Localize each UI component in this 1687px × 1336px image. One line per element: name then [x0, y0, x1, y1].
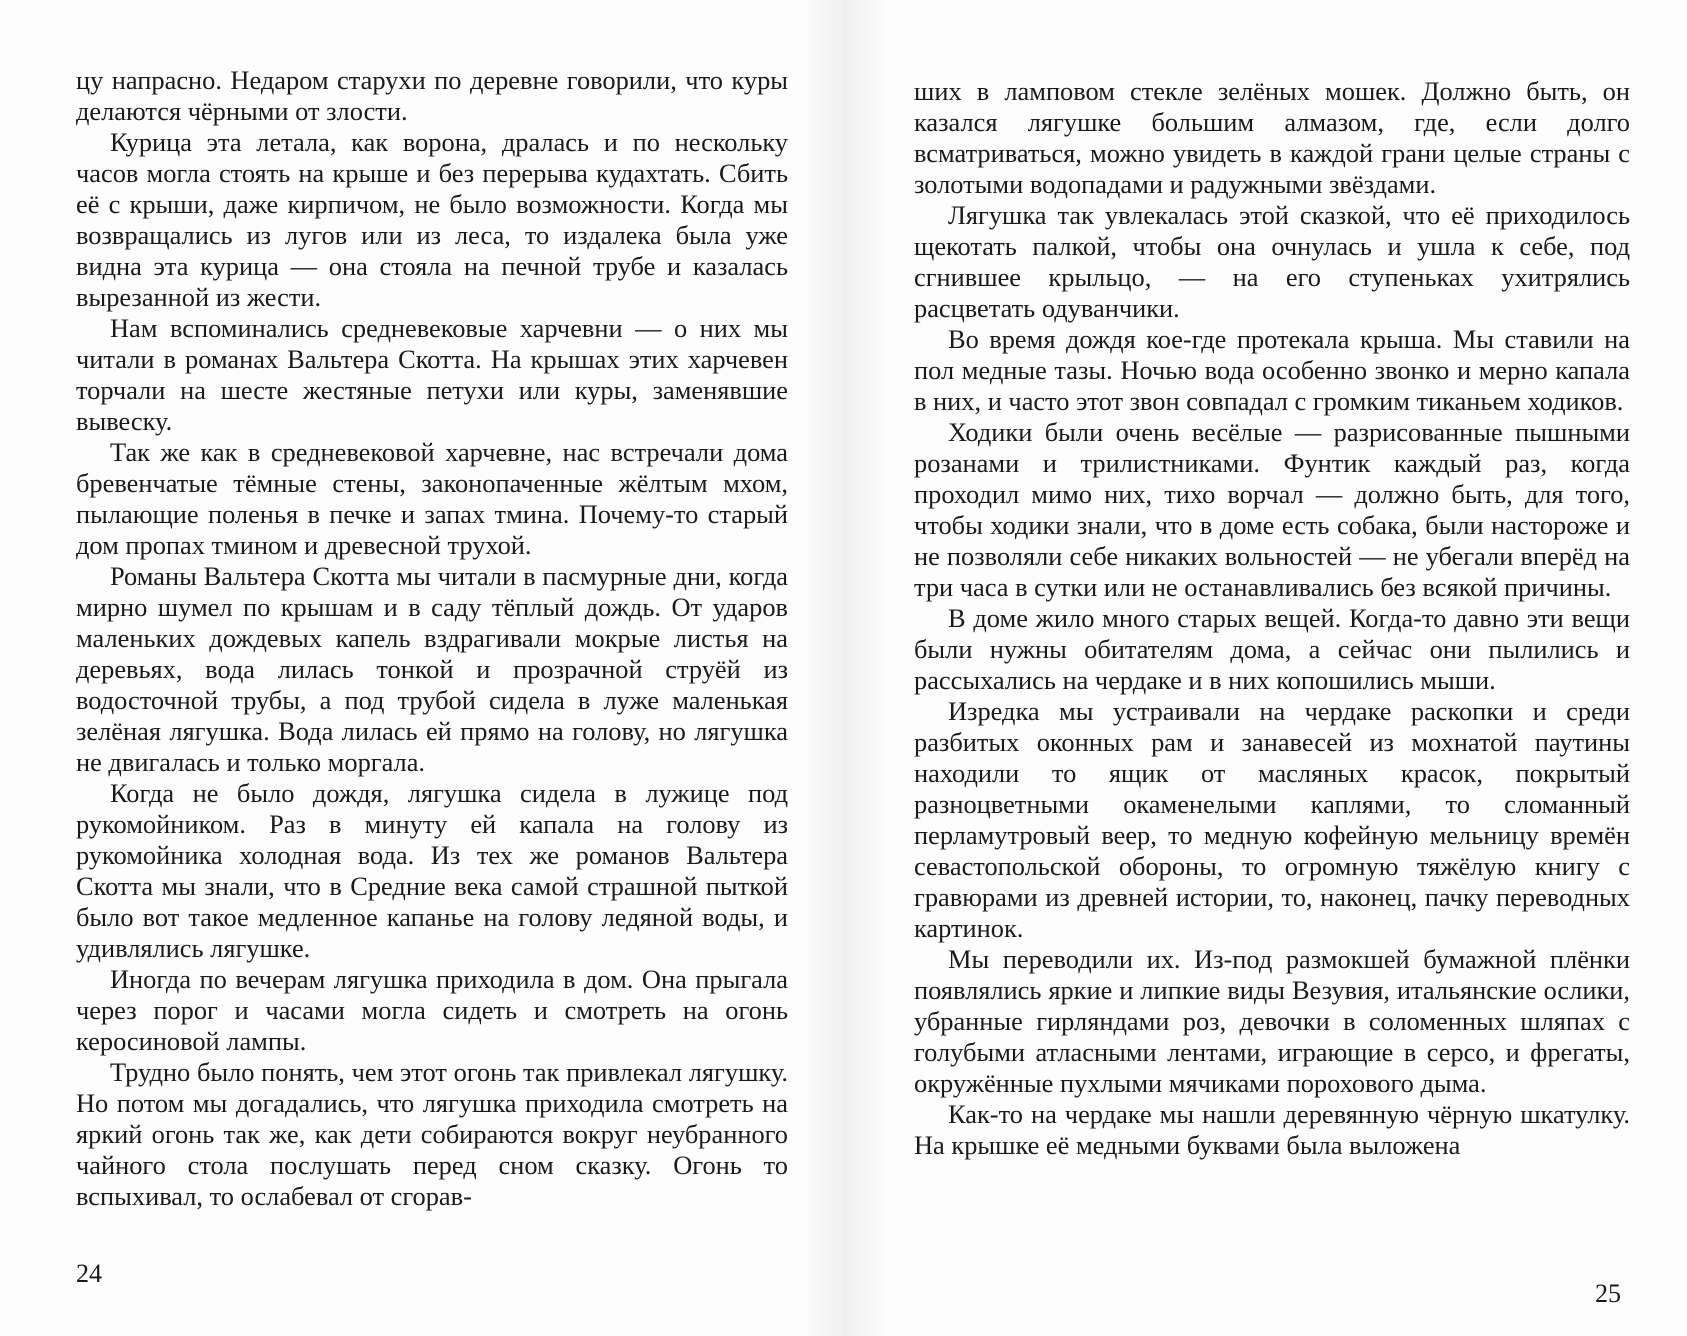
left-page-text [76, 65, 788, 1212]
paragraph: Иногда по вечерам лягушка приходила в дом. Она прыгала через порог и часами могла сидеть и смотреть на огонь керосиновой лампы. [76, 964, 788, 1056]
paragraph: Так же как в средневековой харчевне, нас встречали дома бревенчатые тёмные стены, законопаченные жёлтым мхом, пылающие поленья в печке и запах тмина. Почему-то старый дом пропах тмином и древесной трухой. [76, 437, 788, 560]
paragraph: Ходики были очень весёлые — разрисованные пышными розанами и трилистниками. Фунтик каждый раз, когда проходил мимо них, тихо ворчал — должно быть, для того, чтобы ходики знали, что в доме есть собака, были настороже и не позволяли себе никаких вольностей — не убегали вперёд на три часа в сутки или не останавливались без всякой причины. [914, 417, 1630, 602]
paragraph: Мы переводили их. Из-под размокшей бумажной плёнки появлялись яркие и липкие виды Везувия, итальянские ослики, убранные гирляндами роз, девочки в соломенных шляпах с голубыми атласными лентами, играющие в серсо, и фрегаты, окружённые пухлыми мячиками порохового дыма. [914, 944, 1630, 1098]
left-page [0, 0, 800, 1336]
paragraph: Во время дождя кое-где протекала крыша. Мы ставили на пол медные тазы. Ночью вода особенно звонко и мерно капала в них, и часто этот звон совпадал с громким тиканьем ходиков. [914, 324, 1630, 416]
right-page [890, 0, 1687, 1336]
paragraph: Лягушка так увлекалась этой сказкой, что её приходилось щекотать палкой, чтобы она очнулась и ушла к себе, под сгнившее крыльцо, — на его ступеньках ухитрялись расцветать одуванчики. [914, 200, 1630, 323]
paragraph: Курица эта летала, как ворона, дралась и по нескольку часов могла стоять на крыше и без перерыва кудахтать. Сбить её с крыши, даже кирпичом, не было возможности. Когда мы возвращались из лугов или из леса, то издалека была уже видна эта курица — она стояла на печной трубе и казалась вырезанной из жести. [76, 127, 788, 312]
paragraph: Изредка мы устраивали на чердаке раскопки и среди разбитых оконных рам и занавесей из мохнатой паутины находили то ящик от масляных красок, покрытый разноцветными окаменелыми каплями, то сломанный перламутровый веер, то медную кофейную мельницу времён севастопольской обороны, то огромную тяжёлую книгу с гравюрами из древней истории, то, наконец, пачку переводных картинок. [914, 696, 1630, 943]
paragraph: Когда не было дождя, лягушка сидела в лужице под рукомойником. Раз в минуту ей капала на голову из рукомойника холодная вода. Из тех же романов Вальтера Скотта мы знали, что в Средние века самой страшной пыткой было вот такое медленное капанье на голову ледяной воды, и удивлялись лягушке. [76, 778, 788, 963]
paragraph: Трудно было понять, чем этот огонь так привлекал лягушку. Но потом мы догадались, что лягушка приходила смотреть на яркий огонь так же, как дети собираются вокруг неубранного чайного стола послушать перед сном сказку. Огонь то вспыхивал, то ослабевал от сгорав- [76, 1057, 788, 1211]
paragraph: В доме жило много старых вещей. Когда-то давно эти вещи были нужны обитателям дома, а сейчас они пылились и рассыхались на чердаке и в них копошились мыши. [914, 603, 1630, 695]
paragraph: ших в ламповом стекле зелёных мошек. Должно быть, он казался лягушке большим алмазом, где, если долго всматриваться, можно увидеть в каждой грани целые страны с золотыми водопадами и радужными звёздами. [914, 76, 1630, 199]
paragraph: Нам вспоминались средневековые харчевни — о них мы читали в романах Вальтера Скотта. На крышах этих харчевен торчали на шесте жестяные петухи или куры, заменявшие вывеску. [76, 313, 788, 436]
paragraph: Как-то на чердаке мы нашли деревянную чёрную шкатулку. На крышке её медными буквами была выложена [914, 1099, 1630, 1160]
paragraph: цу напрасно. Недаром старухи по деревне говорили, что куры делаются чёрными от злости. [76, 65, 788, 126]
paragraph: Романы Вальтера Скотта мы читали в пасмурные дни, когда мирно шумел по крышам и в саду тёплый дождь. От ударов маленьких дождевых капель вздрагивали мокрые листья на деревьях, вода лилась тонкой и прозрачной струёй из водосточной трубы, а под трубой сидела в луже маленькая зелёная лягушка. Вода лилась ей прямо на голову, но лягушка не двигалась и только моргала. [76, 561, 788, 777]
page-number-right: 25 [1595, 1279, 1621, 1308]
right-page-text [914, 76, 1630, 1161]
page-number-left: 24 [76, 1259, 102, 1288]
book-gutter [800, 0, 890, 1336]
